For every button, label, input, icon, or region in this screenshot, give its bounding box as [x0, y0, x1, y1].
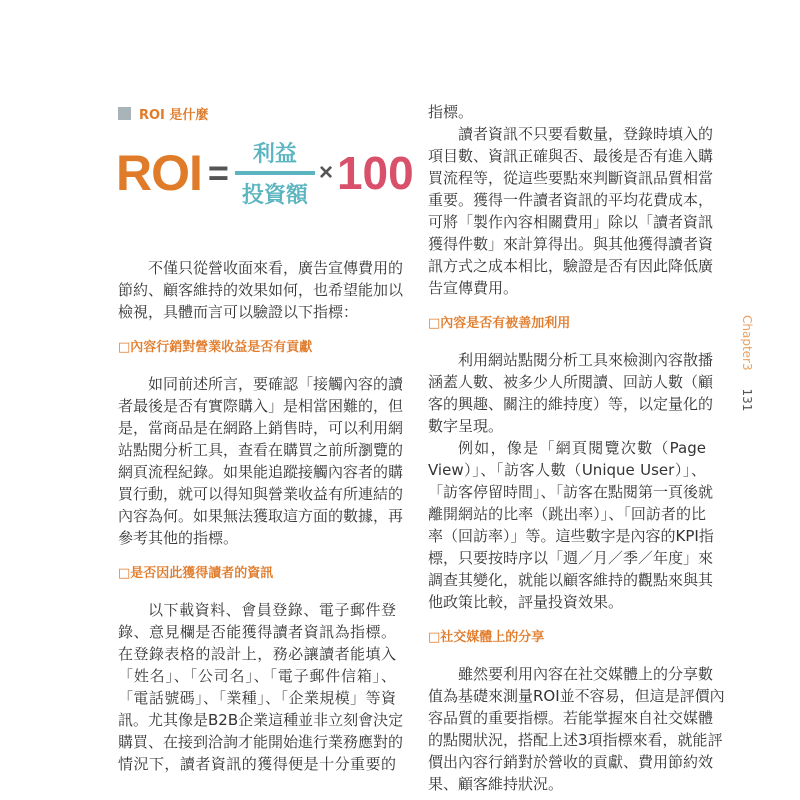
paragraph-line: 如同前述所言，要確認「接觸內容的讀 [148, 375, 404, 393]
paragraph-line: 客的興趣、關注的維持度）等，以定量化的 [428, 395, 714, 413]
paragraph-line: 「姓名」、「公司名」、「電子郵件信箱」、 [118, 667, 396, 685]
paragraph-line: 不僅只從營收面來看，廣告宣傳費用的 [148, 259, 404, 277]
formula-equals: = [207, 152, 229, 193]
paragraph-line: 節約、顧客維持的效果如何，也希望能加以 [118, 281, 404, 299]
left-column [118, 257, 404, 775]
paragraph-line: 可將「製作內容相關費用」除以「讀者資訊 [428, 213, 714, 231]
roi-section-label [118, 104, 208, 123]
paragraph-line: 指標。 [428, 103, 474, 121]
formula-denominator: 投資額 [241, 182, 308, 207]
spacer [428, 613, 706, 627]
spacer [118, 323, 396, 337]
paragraph-line: 是，當商品是在網路上銷售時，可以利用網 [118, 419, 404, 437]
paragraph-line: 利用網站點閱分析工具來檢測內容散播 [458, 351, 714, 369]
paragraph-line: 標，只要按時序以「週／月／季／年度」來 [428, 549, 714, 567]
paragraph-line: 重要。獲得一件讀者資訊的平均花費成本， [428, 191, 714, 209]
paragraph-line: 訊方式之成本相比，驗證是否有因此降低廣 [428, 257, 714, 275]
fraction-bar [235, 171, 315, 175]
right-column [428, 101, 725, 795]
paragraph-line: 以下載資料、會員登錄、電子郵件登 [148, 601, 396, 619]
paragraph-line: 果、顧客維持狀況。 [428, 775, 564, 793]
spacer [118, 585, 396, 599]
formula-fraction [235, 137, 315, 209]
paragraph-line: 率（回訪率）」等。這些數字是內容的KPI指 [428, 527, 714, 545]
paragraph-line: 例如，像是「網頁閱覽次數（Page [458, 439, 706, 457]
paragraph-line: 項目數、資訊正確與否、最後是否有進入購 [428, 147, 714, 165]
paragraph-line: 獲得件數」來計算得出。與其他獲得讀者資 [428, 235, 714, 253]
paragraph-line: 的點閱狀況，搭配上述3項指標來看，就能評 [428, 731, 723, 749]
paragraph-line: 告宣傳費用。 [428, 279, 519, 297]
paragraph-line: 訊。尤其像是B2B企業這種並非立刻會決定 [118, 711, 404, 729]
paragraph-line: View）」、「訪客人數（Unique User）」、 [428, 461, 706, 479]
paragraph-line: 在登錄表格的設計上，務必讓讀者能填入 [118, 645, 396, 663]
page-side-marker [740, 315, 754, 411]
spacer [428, 299, 706, 313]
paragraph-line: 他政策比較，評量投資效果。 [428, 593, 624, 611]
formula-lhs: ROI [116, 145, 202, 201]
roi-formula [116, 138, 414, 208]
paragraph-line: 站點閱分析工具，查看在購買之前所瀏覽的 [118, 441, 404, 459]
paragraph-line: 檢視，具體而言可以驗證以下指標： [118, 303, 359, 321]
paragraph-line: 離開網站的比率（跳出率）」、「回訪者的比 [428, 505, 706, 523]
paragraph-line: 買行動，就可以得知與營業收益有所連結的 [118, 485, 404, 503]
formula-times: × [318, 159, 333, 186]
paragraph-line: 數字呈現。 [428, 417, 504, 435]
formula-numerator: 利益 [252, 141, 297, 166]
paragraph-line: 讀者資訊不只要看數量，登錄時填入的 [458, 125, 714, 143]
section-heading: □內容是否有被善加利用 [428, 316, 571, 331]
square-bullet-icon [118, 107, 131, 120]
paragraph-line: 涵蓋人數、被多少人所閱讀、回訪人數（顧 [428, 373, 714, 391]
paragraph-line: 錄、意見欄是否能獲得讀者資訊為指標。 [118, 623, 396, 641]
paragraph-line: 容品質的重要指標。若能掌握來自社交媒體 [428, 709, 714, 727]
page-number: 131 [740, 388, 754, 412]
paragraph-line: 情況下，讀者資訊的獲得便是十分重要的 [118, 755, 396, 773]
section-heading: □是否因此獲得讀者的資訊 [118, 566, 274, 581]
paragraph-line: 雖然要利用內容在社交媒體上的分享數 [458, 665, 714, 683]
section-heading: □內容行銷對營業收益是否有貢獻 [118, 340, 313, 355]
paragraph-line: 內容為何。如果無法獲取這方面的數據，再 [118, 507, 404, 525]
chapter-label: Chapter3 [740, 315, 754, 371]
paragraph-line: 「電話號碼」、「業種」、「企業規模」等資 [118, 689, 396, 707]
paragraph-line: 買流程等，從這些要點來判斷資訊品質相當 [428, 169, 714, 187]
paragraph-line: 參考其他的指標。 [118, 529, 239, 547]
roi-section-title: ROI 是什麼 [139, 108, 209, 123]
formula-multiplier: 100 [336, 147, 414, 199]
spacer [428, 649, 706, 663]
section-heading: □社交媒體上的分享 [428, 630, 545, 645]
paragraph-line: 者最後是否有實際購入」是相當困難的，但 [118, 397, 404, 415]
spacer [118, 359, 396, 373]
paragraph-line: 價出內容行銷對於營收的貢獻、費用節約效 [428, 753, 714, 771]
paragraph-line: 值為基礎來測量ROI並不容易，但這是評價內 [428, 687, 725, 705]
paragraph-line: 「訪客停留時間」、「訪客在點閱第一頁後就 [428, 483, 714, 501]
paragraph-line: 網頁流程紀錄。如果能追蹤接觸內容者的購 [118, 463, 404, 481]
paragraph-line: 調查其變化，就能以顧客維持的觀點來與其 [428, 571, 714, 589]
spacer [118, 549, 396, 563]
paragraph-line: 購買、在接到洽詢才能開始進行業務應對的 [118, 733, 404, 751]
spacer [428, 335, 706, 349]
